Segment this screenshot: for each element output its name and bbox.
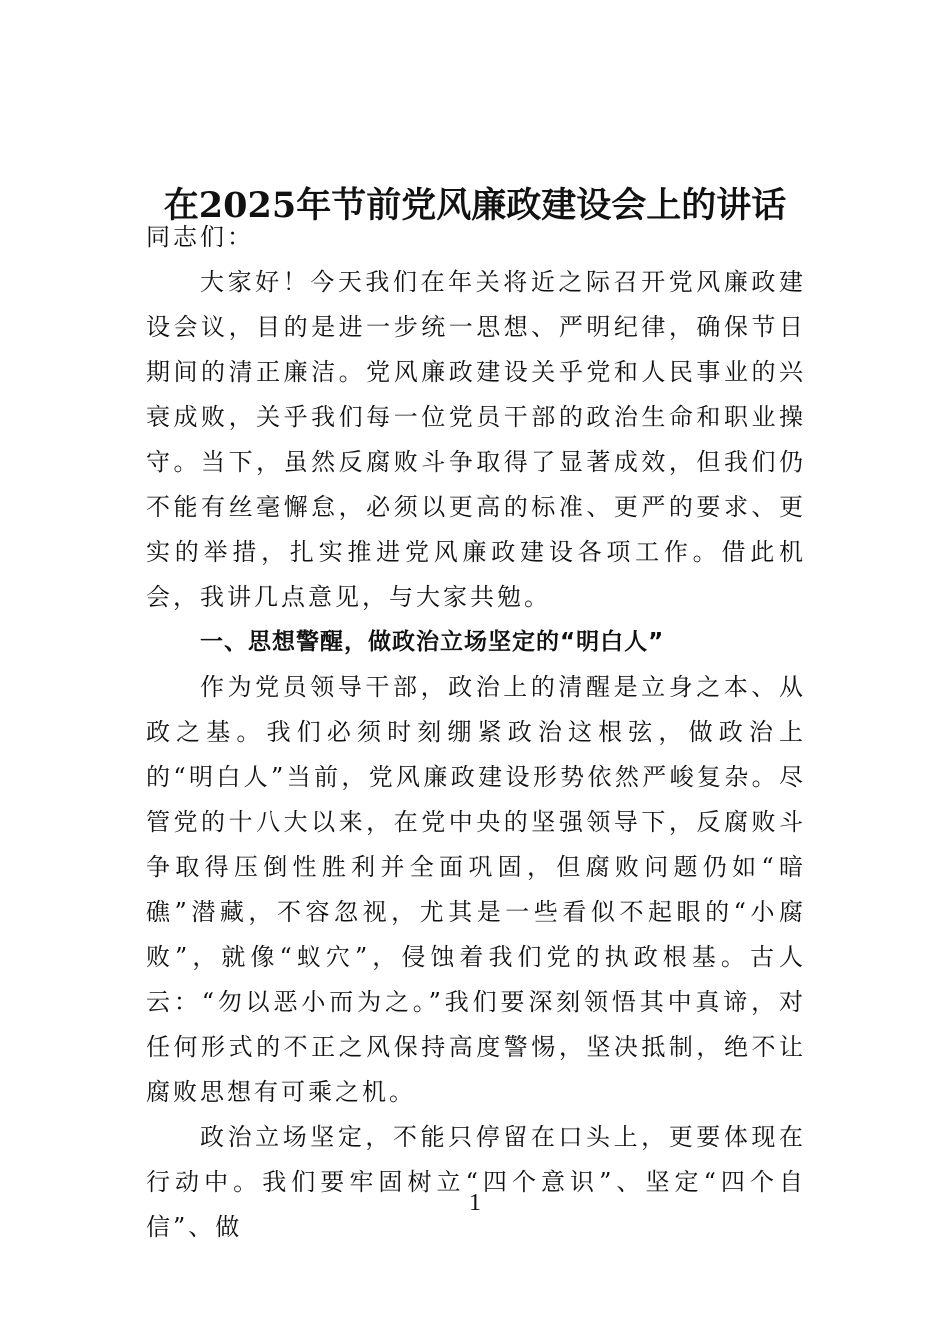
paragraph-section-1-continued: 政治立场坚定，不能只停留在口头上，更要体现在行动中。我们要牢固树立“四个意识”、坚定“四个自信”、做 — [146, 1123, 806, 1241]
paragraph-section-1: 作为党员领导干部，政治上的清醒是立身之本、从政之基。我们必须时刻绷紧政治这根弦，做政治上的“明白人”当前，党风廉政建设形势依然严峻复杂。尽管党的十八大以来，在党中央的坚强领导下，反腐败斗争取得压倒性胜利并全面巩固，但腐败问题仍如“暗礁”潜藏，不容忽视，尤其是一些看似不起眼的“小腐败”，就像“蚁穴”，侵蚀着我们党的执政根基。古人云：“勿以恶小而为之。”我们要深刻领悟其中真谛，对任何形式的不正之风保持高度警惕，坚决抵制，绝不让腐败思想有可乘之机。 — [146, 673, 806, 1106]
document-title: 在2025年节前党风廉政建设会上的讲话 — [163, 185, 787, 226]
document-body — [146, 215, 806, 1250]
section-heading-1: 一、思想警醒，做政治立场坚定的“明白人” — [200, 629, 665, 655]
page-number: 1 — [469, 1190, 481, 1216]
paragraph-intro: 大家好！今天我们在年关将近之际召开党风廉政建设会议，目的是进一步统一思想、严明纪律，确保节日期间的清正廉洁。党风廉政建设关乎党和人民事业的兴衰成败，关乎我们每一位党员干部的政治生命和职业操守。当下，虽然反腐败斗争取得了显著成效，但我们仍不能有丝毫懈怠，必须以更高的标准、更严的要求、更实的举措，扎实推进党风廉政建设各项工作。借此机会，我讲几点意见，与大家共勉。 — [146, 268, 806, 611]
salutation: 同志们： — [146, 223, 254, 251]
